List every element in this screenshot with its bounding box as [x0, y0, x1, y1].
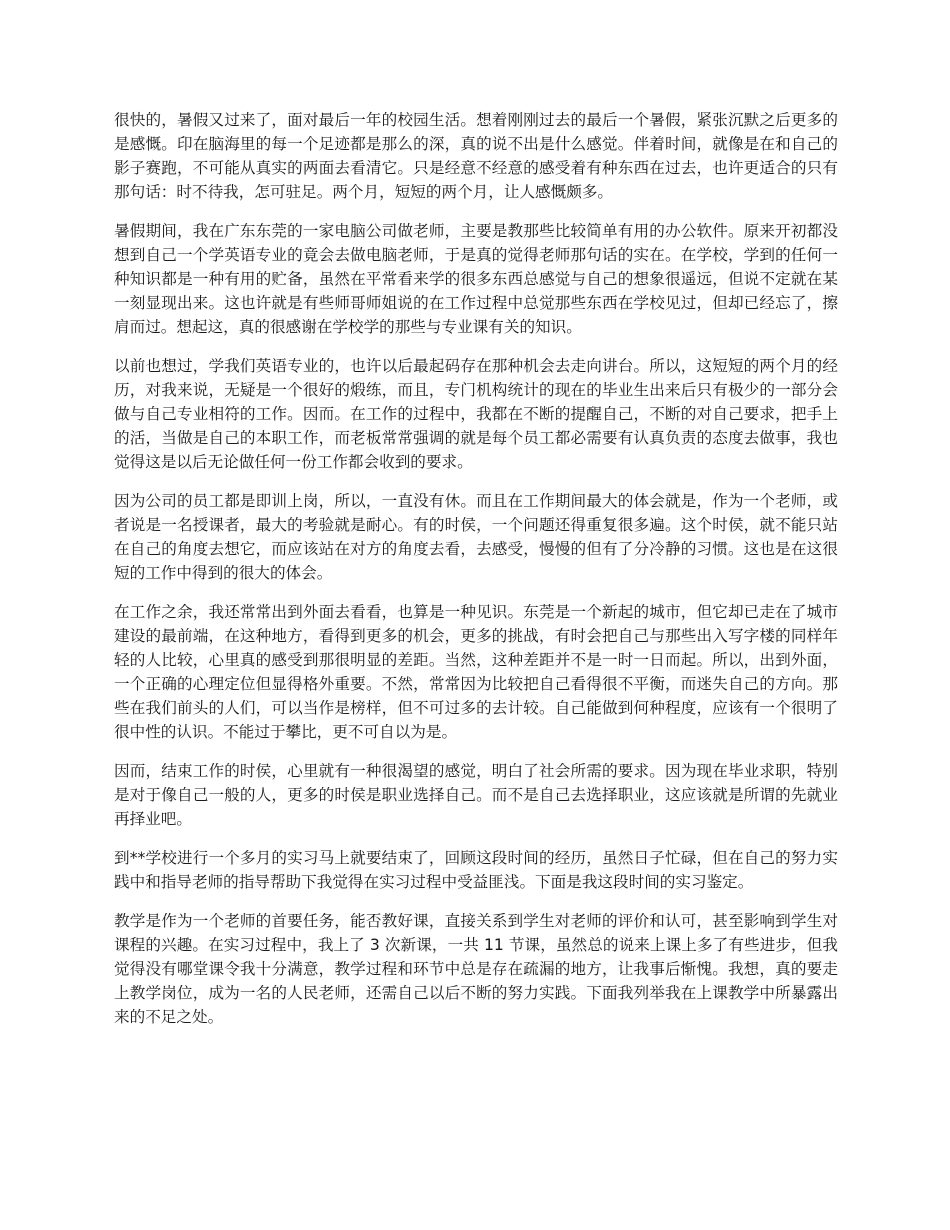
paragraph: 到**学校进行一个多月的实习马上就要结束了，回顾这段时间的经历，虽然日子忙碌，但在自己的努力实践中和指导老师的指导帮助下我觉得在实习过程中受益匪浅。下面是我这段时间的实习鉴定。 — [114, 849, 838, 891]
paragraph: 教学是作为一个老师的首要任务，能否教好课，直接关系到学生对老师的评价和认可，甚至影响到学生对课程的兴趣。在实习过程中，我上了 3 次新课，一共 11 节课，虽然总的说来上课上多了有些进步，但我觉得没有哪堂课令我十分满意，教学过程和环节中总是存在疏漏的地方，让我事后惭愧。我想，真的要走上教学岗位，成为一名的人民老师，还需自己以后不断的努力实践。下面我列举我在上课教学中所暴露出来的不足之处。 — [114, 912, 838, 1026]
paragraph: 在工作之余，我还常常出到外面去看看，也算是一种见识。东莞是一个新起的城市，但它却已走在了城市建设的最前端，在这种地方，看得到更多的机会，更多的挑战，有时会把自己与那些出入写字楼的同样年轻的人比较，心里真的感受到那很明显的差距。当然，这种差距并不是一时一日而起。所以，出到外面，一个正确的心理定位但显得格外重要。不然，常常因为比较把自己看得很不平衡，而迷失自己的方向。那些在我们前头的人们，可以当作是榜样，但不可过多的去计较。自己能做到何种程度，应该有一个很明了很中性的认识。不能过于攀比，更不可自以为是。 — [114, 603, 838, 741]
paragraph: 暑假期间，我在广东东莞的一家电脑公司做老师，主要是教那些比较简单有用的办公软件。原来开初都没想到自己一个学英语专业的竟会去做电脑老师，于是真的觉得老师那句话的实在。在学校，学到的任何一种知识都是一种有用的贮备，虽然在平常看来学的很多东西总感觉与自己的想象很遥远，但说不定就在某一刻显现出来。这也许就是有些师哥师姐说的在工作过程中总觉那些东西在学校见过，但却已经忘了，擦肩而过。想起这，真的很感谢在学校学的那些与专业课有关的知识。 — [114, 222, 838, 336]
document-page — [114, 108, 838, 1044]
paragraph: 以前也想过，学我们英语专业的，也许以后最起码存在那种机会去走向讲台。所以，这短短的两个月的经历，对我来说，无疑是一个很好的煅练，而且，专门机构统计的现在的毕业生出来后只有极少的一部分会做与自己专业相符的工作。因而。在工作的过程中，我都在不断的提醒自己，不断的对自己要求，把手上的活，当做是自己的本职工作，而老板常常强调的就是每个员工都必需要有认真负责的态度去做事，我也觉得这是以后无论做任何一份工作都会收到的要求。 — [114, 357, 838, 471]
paragraph: 因而，结束工作的时侯，心里就有一种很渴望的感觉，明白了社会所需的要求。因为现在毕业求职，特别是对于像自己一般的人，更多的时侯是职业选择自己。而不是自己去选择职业，这应该就是所谓的先就业再择业吧。 — [114, 762, 838, 828]
paragraph: 因为公司的员工都是即训上岗，所以，一直没有休。而且在工作期间最大的体会就是，作为一个老师，或者说是一名授课者，最大的考验就是耐心。有的时侯，一个问题还得重复很多遍。这个时侯，就不能只站在自己的角度去想它，而应该站在对方的角度去看，去感受，慢慢的但有了分冷静的习惯。这也是在这很短的工作中得到的很大的体会。 — [114, 492, 838, 582]
paragraph: 很快的，暑假又过来了，面对最后一年的校园生活。想着刚刚过去的最后一个暑假，紧张沉默之后更多的是感慨。印在脑海里的每一个足迹都是那么的深，真的说不出是什么感觉。伴着时间，就像是在和自己的影子赛跑，不可能从真实的两面去看清它。只是经意不经意的感受着有种东西在过去，也许更适合的只有那句话：时不待我，怎可驻足。两个月，短短的两个月，让人感慨颇多。 — [114, 111, 838, 201]
